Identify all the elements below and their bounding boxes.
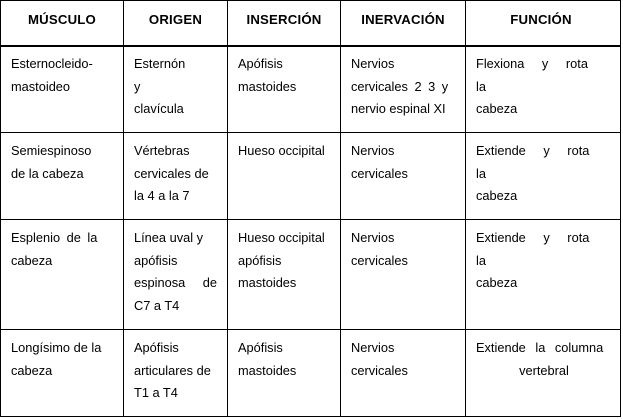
cell-line: cervicales [351, 252, 408, 268]
cell-line: Nervios [351, 340, 395, 355]
table-header-row [1, 1, 620, 47]
header-musculo: MÚSCULO [1, 1, 124, 45]
table-row [1, 219, 620, 330]
cell-line: cabeza [11, 252, 53, 268]
cell-line: Hueso occipital [238, 230, 325, 245]
cell-insercion [228, 132, 341, 219]
cell-musculo [1, 45, 124, 132]
cell-funcion [466, 132, 620, 219]
cell-line: Extiende y rota la [476, 230, 590, 268]
cell-line: Apófisis [238, 340, 283, 355]
cell-line: cabeza [476, 275, 518, 290]
cell-line: Hueso occipital [238, 143, 325, 158]
cell-line: de la cabeza [11, 165, 84, 181]
cell-line: apófisis [238, 252, 282, 268]
cell-origen [124, 219, 228, 329]
cell-line: cervicales de [134, 165, 209, 181]
cell-line: Nervios [351, 56, 395, 71]
cell-origen [124, 132, 228, 219]
cell-line: Semiespinoso [11, 143, 92, 158]
cell-line: vertebral [519, 362, 569, 378]
cell-line: Línea uval y [134, 230, 204, 245]
cell-insercion [228, 329, 341, 416]
cell-line: apófisis [134, 252, 178, 268]
cell-line: cabeza [476, 188, 518, 203]
cell-line: mastoides [238, 275, 297, 290]
cell-funcion [466, 329, 620, 416]
cell-inervacion [341, 132, 466, 219]
cell-line: Esternocleido- [11, 56, 93, 71]
cell-musculo [1, 219, 124, 329]
cell-musculo [1, 132, 124, 219]
cell-line: Esternón y [134, 56, 186, 94]
cell-line: mastoideo [11, 78, 71, 94]
cell-line: cervicales [351, 165, 408, 181]
cell-funcion [466, 219, 620, 329]
cell-funcion [466, 45, 620, 132]
cell-inervacion [341, 45, 466, 132]
cell-inervacion [341, 219, 466, 329]
cell-line: Nervios [351, 230, 395, 245]
cell-line: la 4 a la 7 [134, 188, 190, 203]
cell-line: Flexiona y rota la [476, 56, 588, 94]
cell-line: Vértebras [134, 143, 190, 158]
cell-line: articulares de [134, 362, 211, 378]
cell-musculo [1, 329, 124, 416]
header-funcion: FUNCIÓN [510, 12, 572, 27]
cell-line: cabeza [11, 362, 53, 378]
cell-line: Apófisis [238, 56, 283, 71]
cell-origen [124, 329, 228, 416]
cell-line: Apófisis [134, 340, 179, 355]
cell-line: espinosa de [134, 275, 218, 290]
cell-inervacion [341, 329, 466, 416]
cell-line: Extiende y rota la [476, 143, 590, 181]
cell-line: clavícula [134, 101, 184, 116]
cell-origen [124, 45, 228, 132]
cell-line: Esplenio de la [11, 230, 98, 245]
cell-line: Extiende la columna [476, 340, 604, 355]
table-row [1, 132, 620, 220]
cell-line: mastoides [238, 78, 297, 94]
header-inervacion: INERVACIÓN [341, 1, 466, 45]
cell-line: cervicales [351, 362, 408, 378]
table-row [1, 45, 620, 133]
cell-line: C7 a T4 [134, 297, 180, 313]
cell-line: T1 a T4 [134, 385, 178, 400]
cell-line: cabeza [476, 101, 518, 116]
header-origen: ORIGEN [124, 1, 228, 45]
cell-line: Nervios [351, 143, 395, 158]
cell-line: mastoides [238, 362, 297, 378]
table-row [1, 329, 620, 416]
cell-line: Longísimo de la [11, 340, 102, 355]
cell-insercion [228, 45, 341, 132]
header-insercion: INSERCIÓN [228, 1, 341, 45]
cell-line: nervio espinal XI [351, 101, 446, 116]
cell-line: cervicales 2 3 y [351, 78, 449, 94]
cell-insercion [228, 219, 341, 329]
